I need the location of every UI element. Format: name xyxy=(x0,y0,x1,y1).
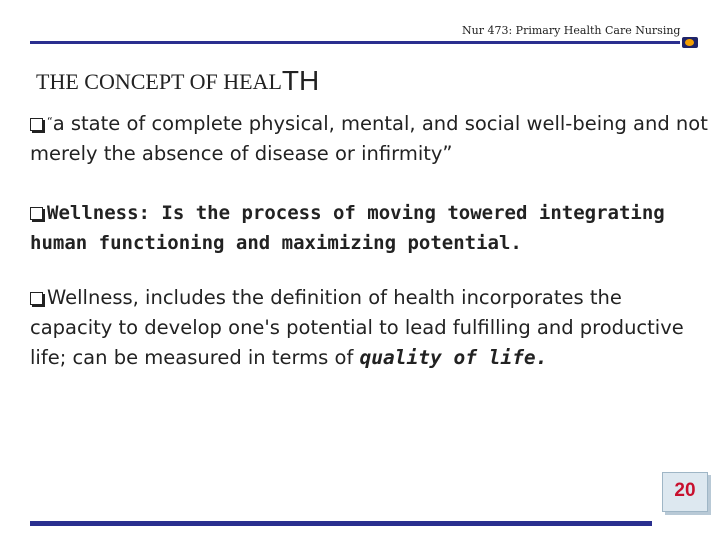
header-course-title: Nur 473: Primary Health Care Nursing xyxy=(462,24,681,37)
paragraph-wellness-includes-text: Wellness, includes the definition of health incorporates the capacity to develop one's potential to lead fulfilling and productive life; can be measured in terms of xyxy=(30,286,684,369)
page-number: 20 xyxy=(674,480,696,501)
top-rule xyxy=(30,41,680,44)
quote-mark: “ xyxy=(47,115,53,128)
paragraph-wellness-text: Wellness: Is the process of moving towered integrating human functioning and maximizing potential. xyxy=(30,202,665,254)
bottom-rule xyxy=(30,521,652,526)
checkbox-bullet-icon xyxy=(30,118,43,131)
slide-title-main: THE CONCEPT OF HEAL xyxy=(36,69,282,94)
quality-of-life-emphasis: quality of life. xyxy=(359,346,548,369)
slide-title xyxy=(36,64,319,96)
slide-title-tail: TH xyxy=(281,65,320,96)
checkbox-bullet-icon xyxy=(30,207,43,220)
paragraph-definition-text: a state of complete physical, mental, and social well-being and not merely the absence of disease or infirmity” xyxy=(30,112,708,165)
checkbox-bullet-icon xyxy=(30,292,43,305)
decorative-bullet-icon xyxy=(682,37,698,48)
paragraph-wellness-includes xyxy=(30,283,710,373)
page-number-box xyxy=(662,472,708,512)
paragraph-definition xyxy=(30,107,710,169)
paragraph-wellness xyxy=(30,198,710,258)
